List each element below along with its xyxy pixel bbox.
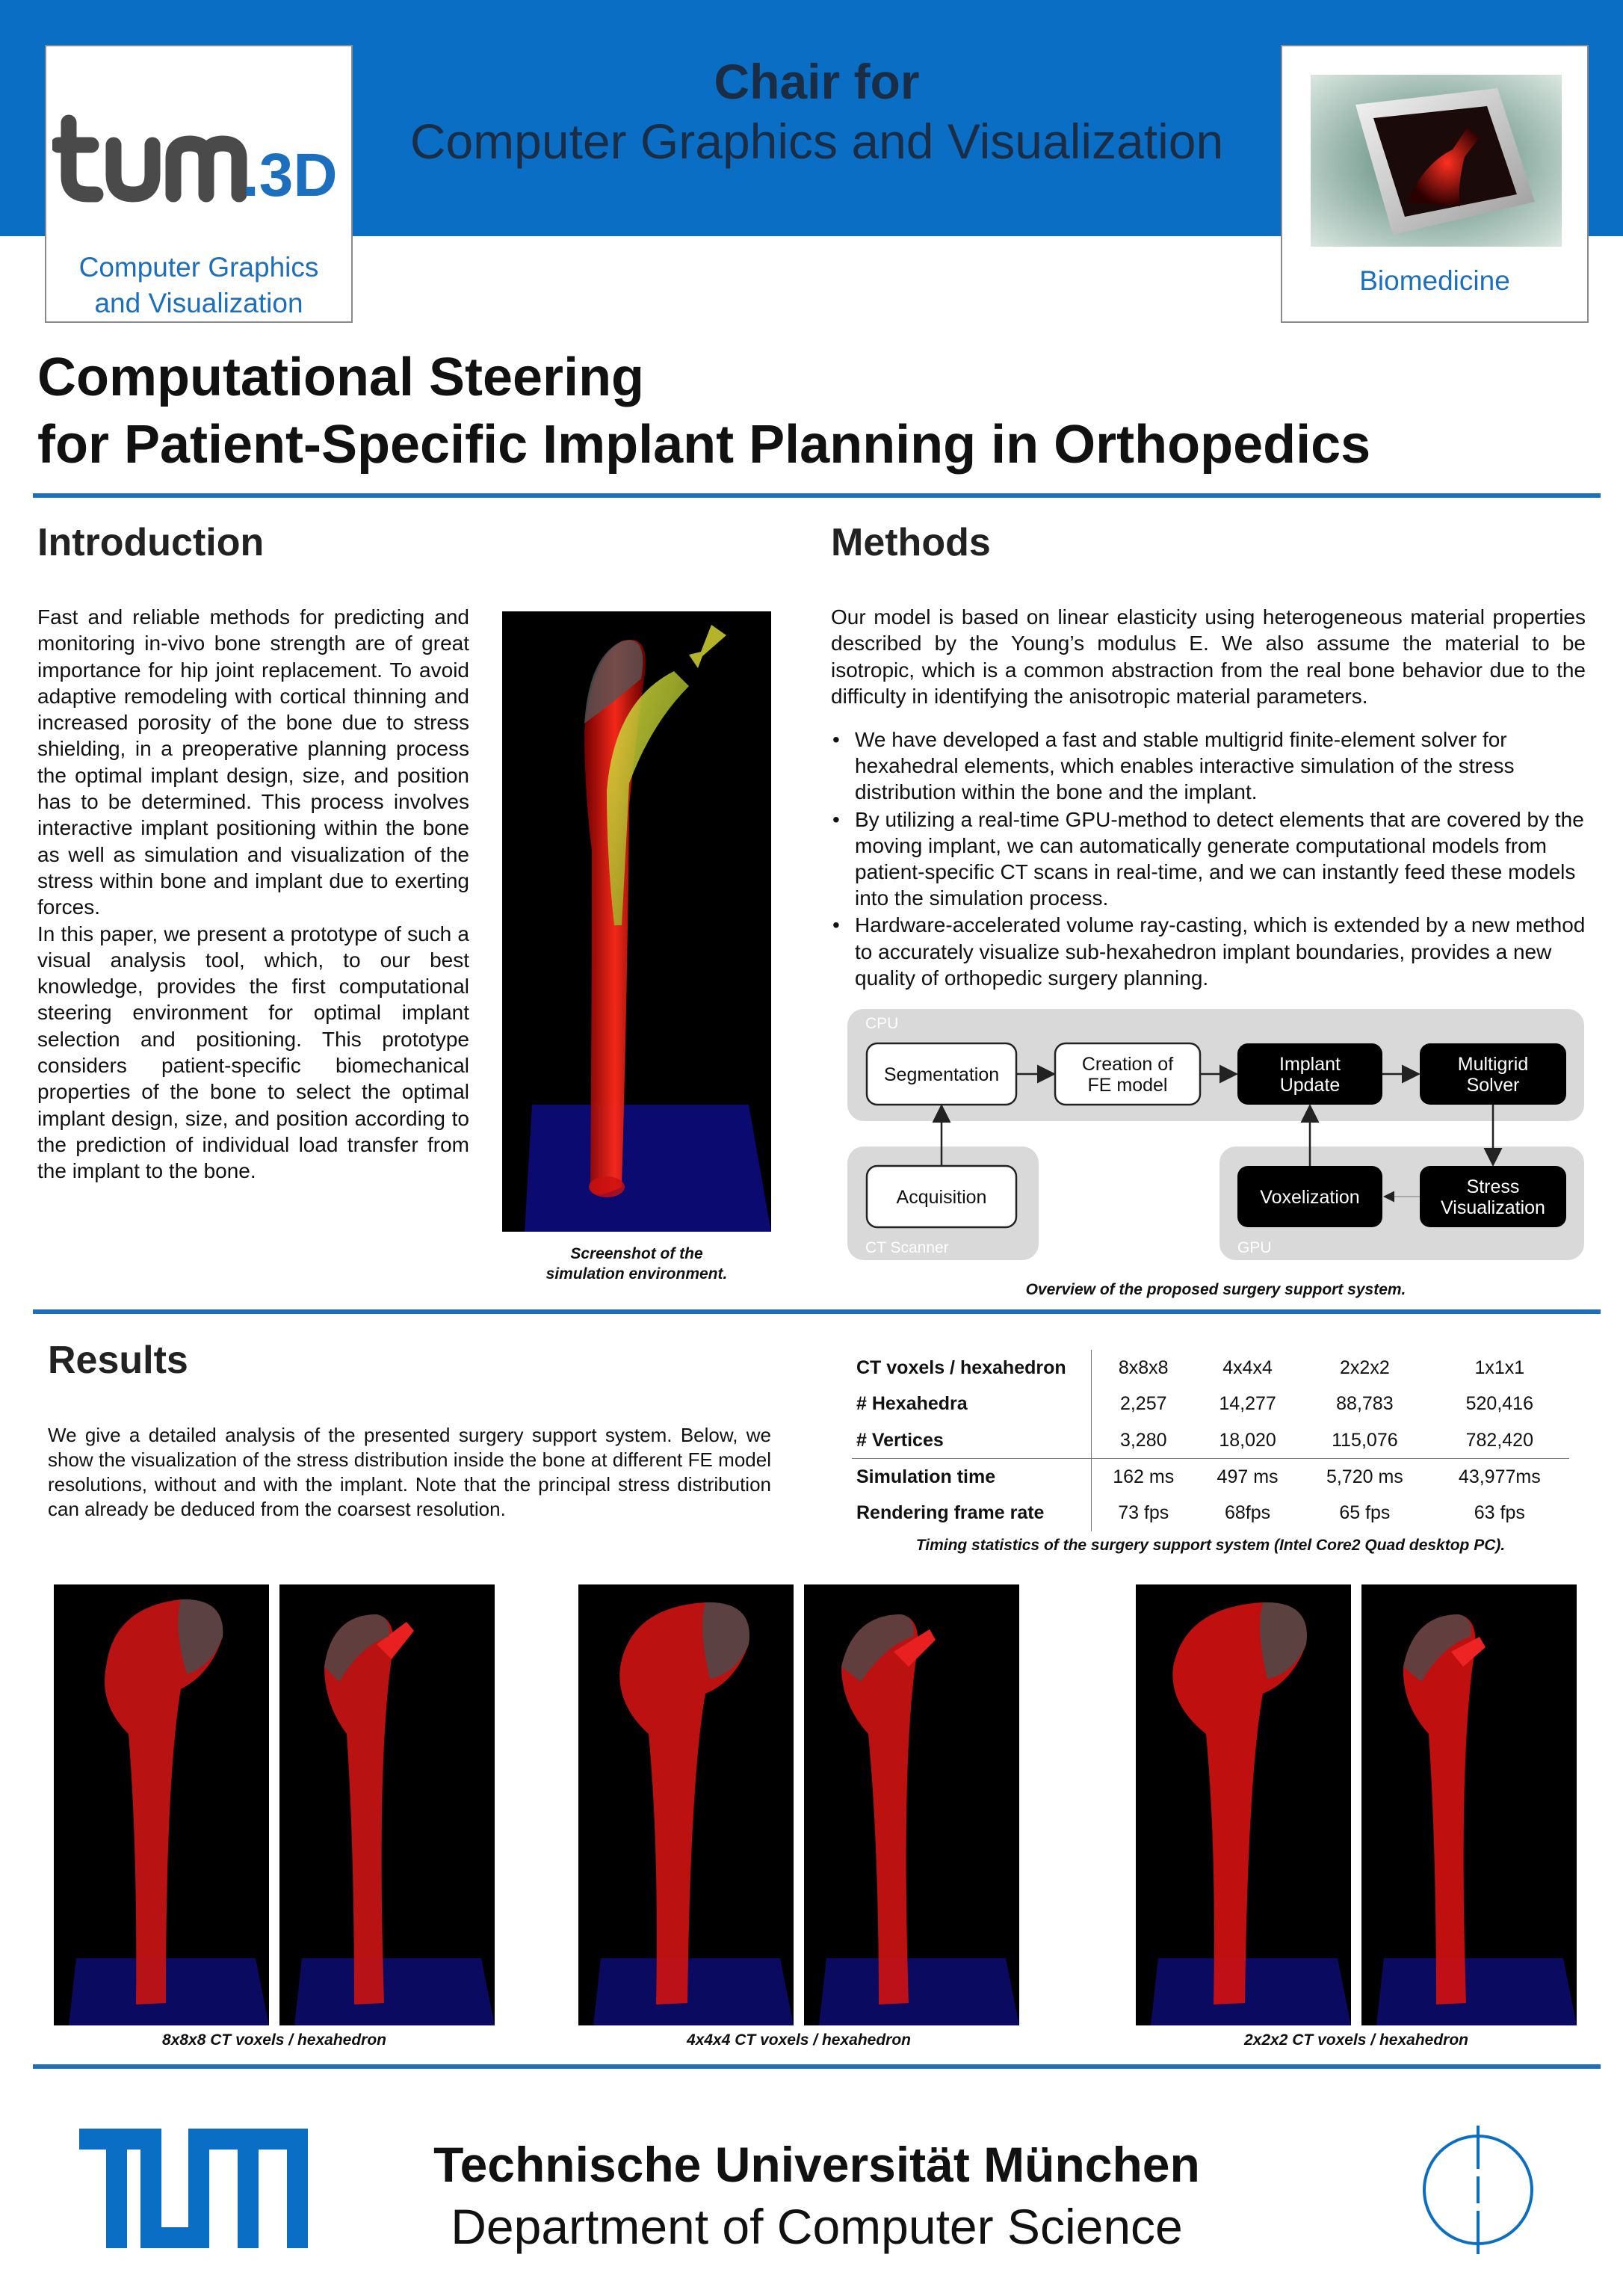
table-row-header: # Hexahedra bbox=[852, 1386, 1091, 1423]
creation-label-2: FE model bbox=[1087, 1075, 1168, 1096]
footer-title bbox=[374, 2133, 1260, 2257]
stress-label-1: Stress bbox=[1466, 1176, 1520, 1197]
biomedicine-caption: Biomedicine bbox=[1359, 265, 1510, 296]
table-header-cell: 1x1x1 bbox=[1474, 1357, 1525, 1378]
implant-label-1: Implant bbox=[1279, 1054, 1341, 1075]
table-cell: 65 fps bbox=[1339, 1502, 1391, 1523]
table-caption: Timing statistics of the surgery support system (Intel Core2 Quad desktop PC). bbox=[915, 1537, 1506, 1554]
table-cell: 3,280 bbox=[1119, 1429, 1167, 1451]
femur-render-without-implant bbox=[1136, 1584, 1351, 2025]
tum3d-wordmark: .3D bbox=[242, 141, 338, 209]
femur-pair-4x4x4 bbox=[578, 1584, 1019, 2025]
timing-table bbox=[852, 1350, 1569, 1531]
divider bbox=[33, 2064, 1601, 2069]
table-cell: 5,720 ms bbox=[1299, 1459, 1430, 1496]
table-row-header: # Vertices bbox=[852, 1422, 1091, 1459]
methods-paragraph: Our model is based on linear elasticity using heterogeneous material properties described by the Young’s modulus E. We also assume the material to be isotropic, which is a common abstraction from the real bone behavior due to the difficulty in identifying the anisotropic material parameters. bbox=[831, 605, 1586, 708]
femur-pair-8x8x8 bbox=[54, 1584, 495, 2025]
screenshot-caption bbox=[502, 1244, 771, 1284]
table-cell: 68fps bbox=[1224, 1502, 1271, 1523]
table-header-cell: 4x4x4 bbox=[1222, 1357, 1273, 1378]
segmentation-label: Segmentation bbox=[883, 1064, 1000, 1085]
table-row bbox=[852, 1495, 1569, 1531]
methods-bullet: • We have developed a fast and stable multigrid finite-element solver for hexahedral elements, which enables interactive simulation of the stress distribution within the bone and the implant. bbox=[829, 726, 1586, 806]
cpu-label: CPU bbox=[865, 1015, 899, 1032]
femur-render-with-implant bbox=[804, 1584, 1019, 2025]
table-cell: 43,977ms bbox=[1430, 1459, 1569, 1496]
table-header-cell: 2x2x2 bbox=[1340, 1357, 1390, 1378]
table-cell: 162 ms bbox=[1091, 1459, 1196, 1496]
table-row bbox=[852, 1422, 1569, 1459]
introduction-heading: Introduction bbox=[37, 521, 265, 564]
tum3d-logo bbox=[52, 85, 348, 235]
image-caption-2x2x2: 2x2x2 CT voxels / hexahedron bbox=[1244, 2031, 1468, 2049]
introduction-paragraph1: Fast and reliable methods for predicting and monitoring in-vivo bone strength are of great importance for hip joint replacement. To avoid adaptive remodeling with cortical thinning and increased porosity of the bone due to stress shielding, in a preoperative planning process the optimal implant design, size, and position has to be determined. This process involves interactive implant positioning within the bone as well as simulation and visualization of the stress within bone and implant due to exerting forces. bbox=[37, 605, 469, 919]
table-header-row bbox=[852, 1350, 1569, 1386]
tum3d-logo-box bbox=[45, 45, 353, 323]
introduction-text bbox=[37, 604, 469, 1185]
table-cell: 18,020 bbox=[1219, 1429, 1276, 1451]
methods-bullet: • Hardware-accelerated volume ray-casting, which is extended by a new method to accurately visualize sub-hexahedron implant boundaries, provides a new quality of orthopedic surgery planning. bbox=[829, 912, 1586, 991]
femur-pair-2x2x2 bbox=[1136, 1584, 1577, 2025]
department-name: Department of Computer Science bbox=[451, 2199, 1183, 2254]
divider bbox=[33, 1309, 1601, 1314]
stress-label-2: Visualization bbox=[1441, 1197, 1545, 1218]
implant-label-2: Update bbox=[1279, 1075, 1341, 1096]
logo-caption-line1: Computer Graphics bbox=[78, 252, 319, 283]
table-cell: 520,416 bbox=[1465, 1393, 1533, 1415]
image-caption-8x8x8: 8x8x8 CT voxels / hexahedron bbox=[162, 2031, 386, 2049]
table-cell: 73 fps bbox=[1118, 1502, 1169, 1523]
table-row-header: Rendering frame rate bbox=[852, 1495, 1091, 1531]
table-cell: 63 fps bbox=[1474, 1502, 1525, 1523]
chair-line2: Computer Graphics and Visualization bbox=[409, 114, 1224, 169]
screenshot-caption-line2: simulation environment. bbox=[545, 1265, 728, 1283]
methods-bullet: • By utilizing a real-time GPU-method to detect elements that are covered by the moving implant, we can automatically generate computational models from patient-specific CT scans in real-time, and we can instantly feed these models into the simulation process. bbox=[829, 806, 1586, 912]
table-cell: 2,257 bbox=[1119, 1393, 1167, 1415]
gpu-chip-image bbox=[1311, 75, 1562, 247]
methods-bullets bbox=[829, 726, 1586, 992]
results-paragraph: We give a detailed analysis of the presented surgery support system. Below, we show the visualization of the stress distribution inside the bone at different FE model resolutions, without and with the implant. Note that the principal stress distribution can already be deduced from the coarsest resolution. bbox=[48, 1424, 771, 1520]
table-row bbox=[852, 1459, 1569, 1496]
simulation-screenshot bbox=[502, 611, 771, 1232]
table-header-cell: 8x8x8 bbox=[1118, 1357, 1169, 1378]
femur-render-with-implant bbox=[279, 1584, 495, 2025]
femur-render-without-implant bbox=[54, 1584, 269, 2025]
chair-line1: Chair for bbox=[714, 54, 920, 109]
table-cell: 782,420 bbox=[1465, 1429, 1533, 1451]
table-row bbox=[852, 1386, 1569, 1423]
title-line2: for Patient-Specific Implant Planning in Orthopedics bbox=[37, 415, 1371, 475]
university-name: Technische Universität München bbox=[433, 2137, 1200, 2192]
tum-logo bbox=[79, 2129, 308, 2248]
table-cell: 14,277 bbox=[1219, 1393, 1276, 1415]
chair-title bbox=[374, 52, 1260, 172]
table-header-cell: CT voxels / hexahedron bbox=[852, 1350, 1091, 1386]
introduction-paragraph2: In this paper, we present a prototype of such a visual analysis tool, which, to our best knowledge, provides the first computational steering environment for optimal implant selection and positioning. This prototype considers patient-specific biomechanical properties of the bone to select the optimal implant design, size, and position according to the prediction of individual load transfer from the implant to the bone. bbox=[37, 922, 469, 1183]
screenshot-caption-line1: Screenshot of the bbox=[570, 1245, 703, 1262]
diagram-caption: Overview of the proposed surgery support system. bbox=[1025, 1281, 1406, 1298]
voxelization-label: Voxelization bbox=[1260, 1187, 1360, 1208]
multigrid-label-2: Solver bbox=[1466, 1075, 1520, 1096]
title-line1: Computational Steering bbox=[37, 348, 645, 407]
table-row-header: Simulation time bbox=[852, 1459, 1091, 1496]
methods-heading: Methods bbox=[831, 521, 991, 564]
femur-render-with-implant bbox=[1361, 1584, 1577, 2025]
creation-label-1: Creation of bbox=[1081, 1054, 1174, 1075]
divider bbox=[33, 493, 1601, 498]
ct-scanner-label: CT Scanner bbox=[865, 1239, 949, 1256]
image-caption-4x4x4: 4x4x4 CT voxels / hexahedron bbox=[687, 2031, 911, 2049]
poster-title bbox=[37, 344, 1370, 478]
informatics-seal-icon bbox=[1418, 2123, 1538, 2257]
logo-caption-line2: and Visualization bbox=[94, 288, 303, 318]
table-cell: 497 ms bbox=[1196, 1459, 1299, 1496]
biomedicine-logo-box bbox=[1281, 45, 1589, 323]
table-cell: 88,783 bbox=[1336, 1393, 1394, 1415]
femur-render-without-implant bbox=[578, 1584, 794, 2025]
results-heading: Results bbox=[48, 1339, 188, 1382]
acquisition-label: Acquisition bbox=[896, 1187, 987, 1208]
multigrid-label-1: Multigrid bbox=[1457, 1054, 1529, 1075]
gpu-label: GPU bbox=[1237, 1239, 1272, 1256]
table-cell: 115,076 bbox=[1332, 1429, 1398, 1451]
system-overview-diagram bbox=[846, 1007, 1586, 1262]
